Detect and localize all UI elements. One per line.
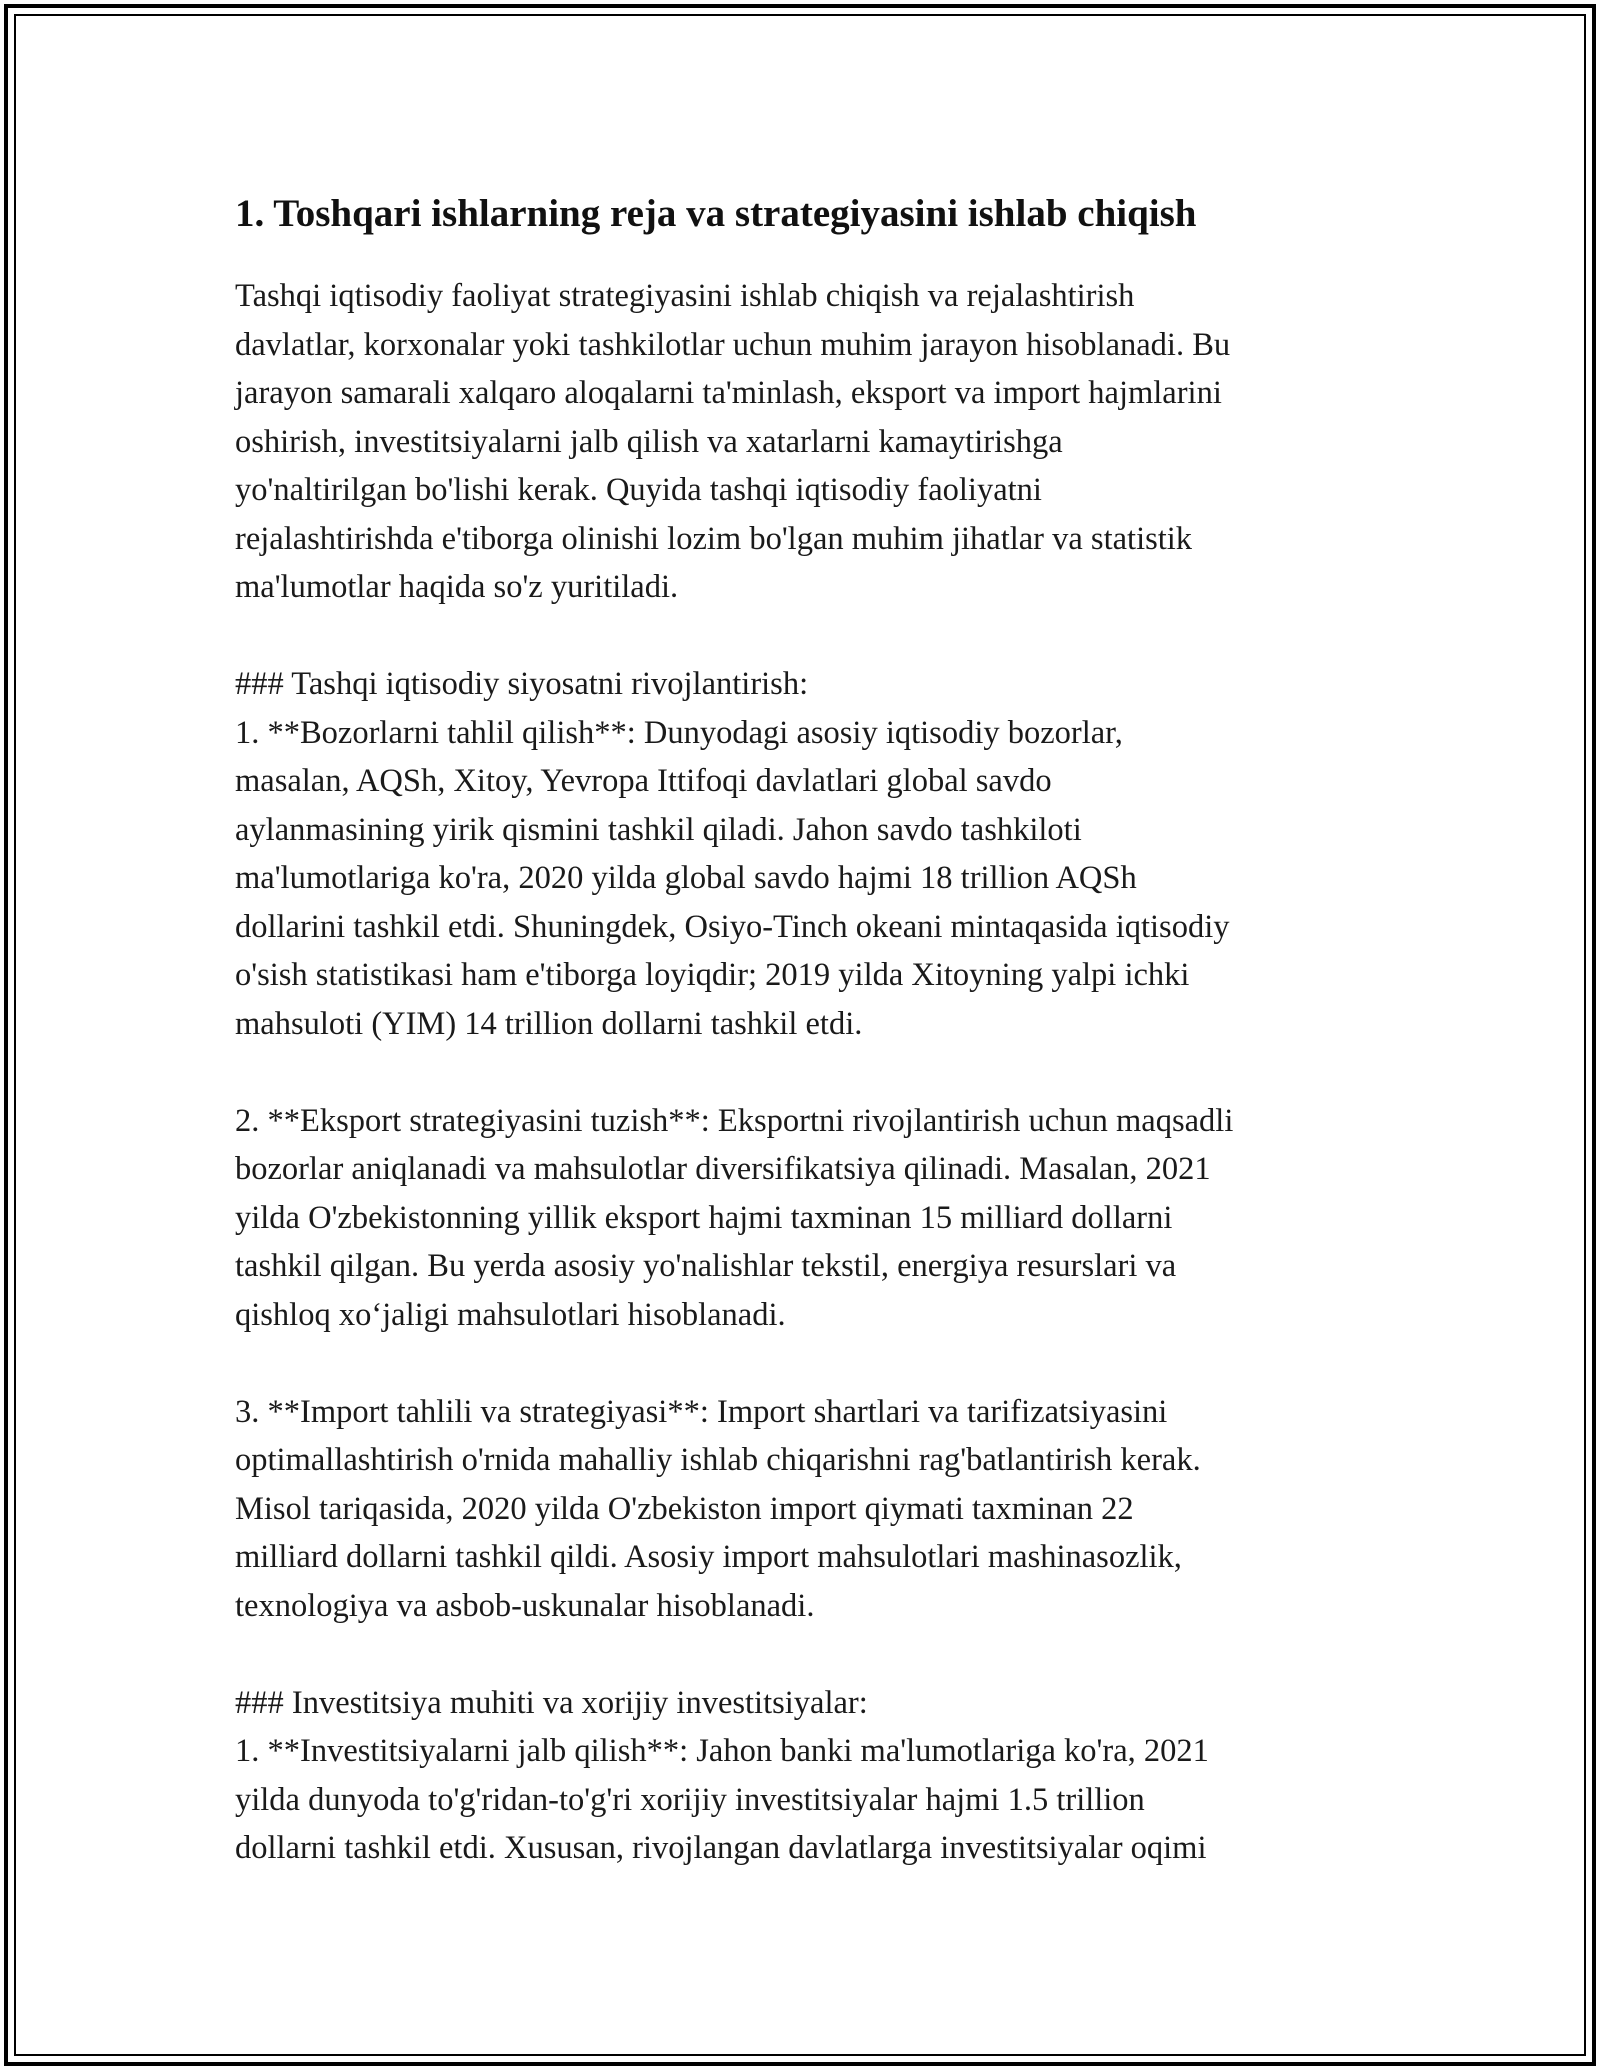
item-import-strategy: 3. **Import tahlili va strategiyasi**: Import shartlari va tarifizatsiyasini optimallashtirish o'rnida mahalliy ishlab chiqarishni rag'batlantirish kerak. Misol tariqasida, 2020 yilda O'zbekiston import qiymati taxminan 22 milliard dollarni tashkil qildi. Asosiy import mahsulotlari mashinasozlik, texnologiya va asbob-uskunalar hisoblanadi.	[235, 1393, 1201, 1624]
item-export-strategy: 2. **Eksport strategiyasini tuzish**: Eksportni rivojlantirish uchun maqsadli bozorlar aniqlanadi va mahsulotlar diversifikatsiya qilinadi. Masalan, 2021 yilda O'zbekistonning yillik eksport hajmi taxminan 15 milliard dollarni tashkil qilgan. Bu yerda asosiy yo'nalishlar tekstil, energiya resurslari va qishloq xo‘jaligi mahsulotlari hisoblanadi.	[235, 1102, 1234, 1333]
section-foreign-policy: ### Tashqi iqtisodiy siyosatni rivojlantirish: 1. **Bozorlarni tahlil qilish**: Dunyodagi asosiy iqtisodiy bozorlar, masalan, AQSh, Xitoy, Yevropa Ittifoqi davlatlari global savdo aylanmasining yirik qismini tashkil qiladi. Jahon savdo tashkiloti ma'lumotlariga ko'ra, 2020 yilda global savdo hajmi 18 trillion AQSh dollarini tashkil etdi. Shuningdek, Osiyo-Tinch okeani mintaqasida iqtisodiy o'sish statistikasi ham e'tiborga loyiqdir; 2019 yilda Xitoyning yalpi ichki mahsuloti (YIM) 14 trillion dollarni tashkil etdi.	[235, 666, 1230, 1042]
paragraph-gap	[235, 1048, 1375, 1097]
paragraph-gap	[235, 1339, 1375, 1388]
paragraph-gap	[235, 1630, 1375, 1679]
paragraph-gap	[235, 612, 1375, 661]
intro-paragraph: Tashqi iqtisodiy faoliyat strategiyasini ishlab chiqish va rejalashtirish davlatlar, korxonalar yoki tashkilotlar uchun muhim jarayon hisoblanadi. Bu jarayon samarali xalqaro aloqalarni ta'minlash, eksport va import hajmlarini oshirish, investitsiyalarni jalb qilish va xatarlarni kamaytirishga yo'naltirilgan bo'lishi kerak. Quyida tashqi iqtisodiy faoliyatni rejalashtirishda e'tiborga olinishi lozim bo'lgan muhim jihatlar va statistik ma'lumotlar haqida so'z yuritiladi.	[235, 278, 1231, 605]
section-investment: ### Investitsiya muhiti va xorijiy investitsiyalar: 1. **Investitsiyalarni jalb qilish**: Jahon banki ma'lumotlariga ko'ra, 2021 yilda dunyoda to'g'ridan-to'g'ri xorijiy investitsiyalar hajmi 1.5 trillion dollarni tashkil etdi. Xususan, rivojlangan davlatlarga investitsiyalar oqimi	[235, 1684, 1209, 1866]
document-body	[235, 190, 1375, 1873]
document-title: 1. Toshqari ishlarning reja va strategiyasini ishlab chiqish	[235, 192, 1197, 235]
